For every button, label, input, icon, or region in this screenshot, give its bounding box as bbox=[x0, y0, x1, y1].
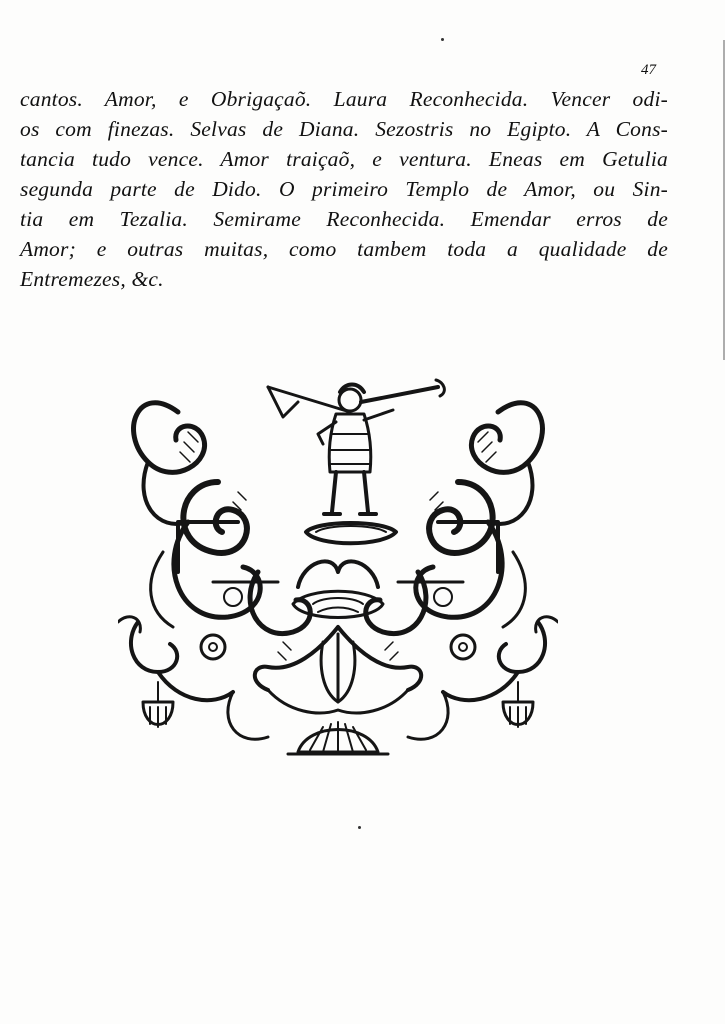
text-line: cantos. Amor, e Obrigaçaõ. Laura Reconhecida. Vencer odi- bbox=[20, 87, 668, 111]
text-line: tia em Tezalia. Semirame Reconhecida. Emendar erros de bbox=[20, 207, 668, 231]
ink-speck bbox=[441, 38, 444, 41]
text-line: Entremezes, &c. bbox=[20, 267, 164, 291]
ink-speck bbox=[358, 826, 361, 829]
text-line: Amor; e outras muitas, como tambem toda a qualidade de bbox=[20, 237, 668, 261]
woodcut-ornament-trumpeter-icon bbox=[118, 372, 558, 784]
text-line: os com finezas. Selvas de Diana. Sezostris no Egipto. A Cons- bbox=[20, 117, 668, 141]
text-line: segunda parte de Dido. O primeiro Templo de Amor, ou Sin- bbox=[20, 177, 668, 201]
page-number: 47 bbox=[641, 62, 656, 78]
body-text bbox=[20, 84, 668, 294]
text-line: tancia tudo vence. Amor traiçaõ, e ventura. Eneas em Getulia bbox=[20, 147, 668, 171]
